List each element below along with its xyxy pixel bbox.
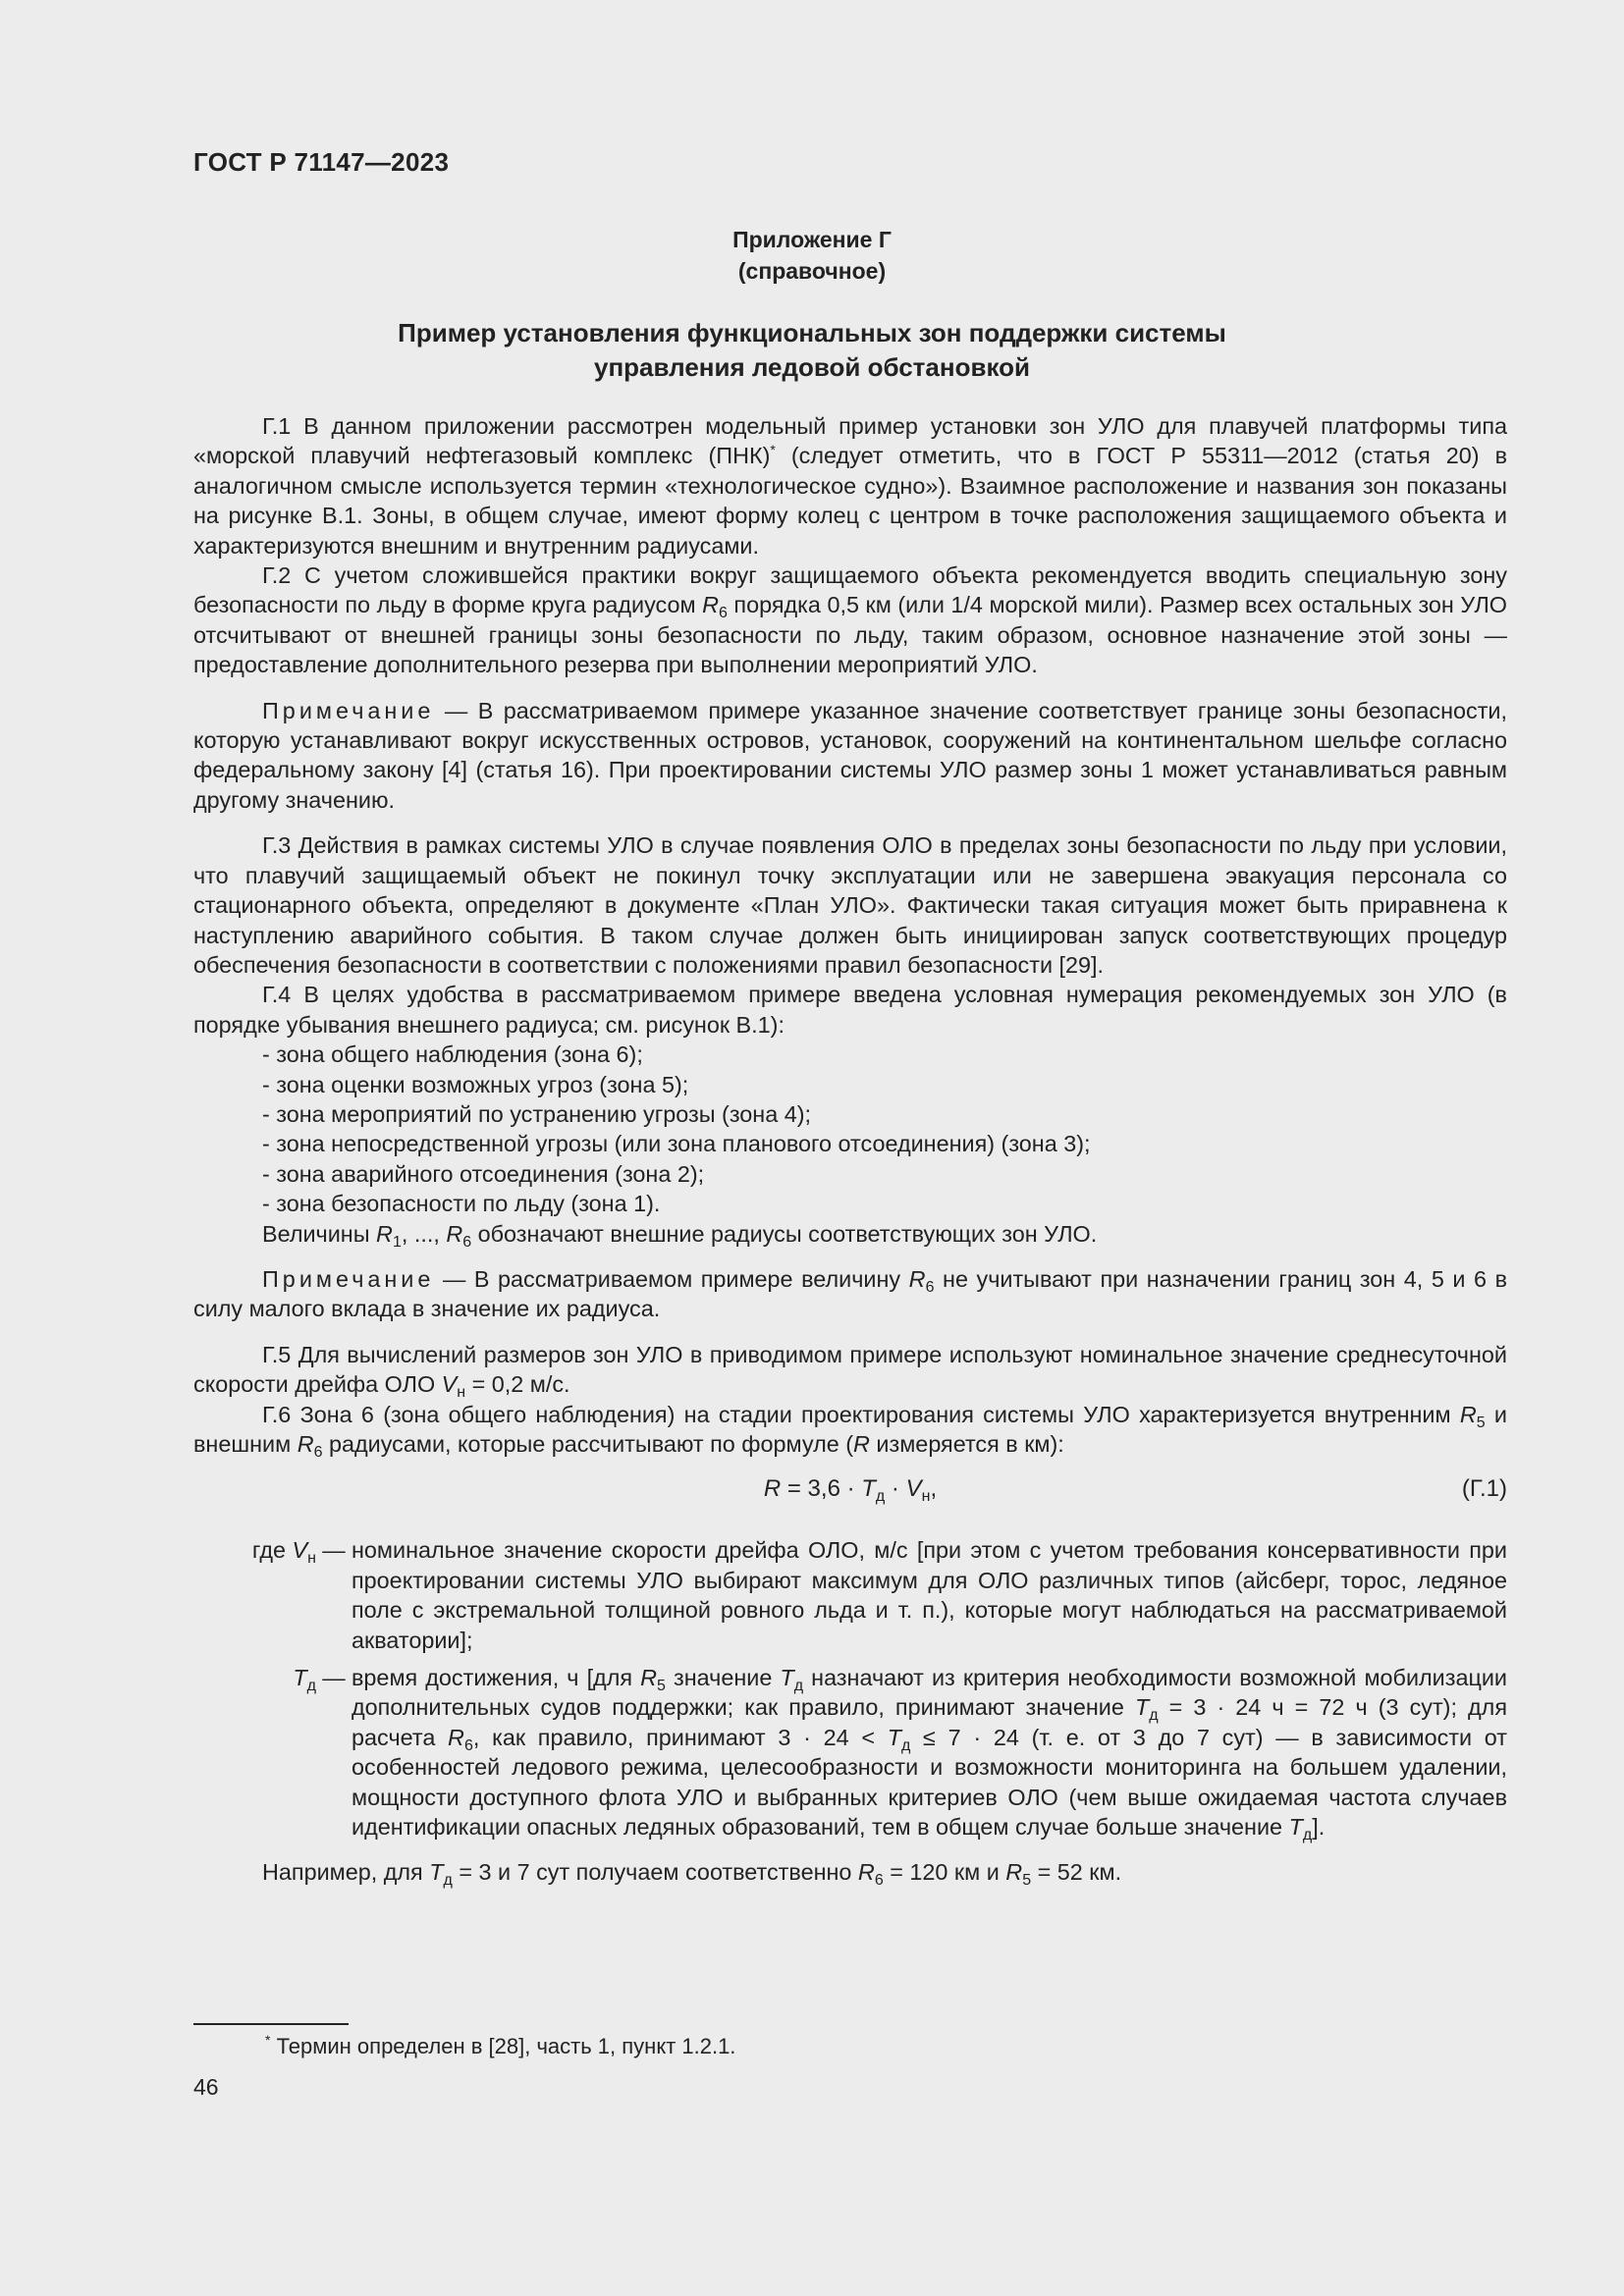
annex-title — [0, 316, 1624, 385]
paragraph-g2: Г.2 С учетом сложившейся практики вокруг защищаемого объекта рекомендуется вводить специальную зону безопасности по льду в форме круга радиусом $R_6$ порядка 0,5 км (или 1/4 морской мили). Размер всех остальных зон УЛО отсчитывают от внешней границы зоны безопасности по льду, таким образом, основное назначение этой зоны — предоставление дополнительного резерва при выполнении мероприятий УЛО. — [193, 562, 1507, 678]
annex-heading — [0, 224, 1624, 287]
list-item: - зона аварийного отсоединения (зона 2); — [262, 1160, 705, 1187]
annex-title-line-2: управления ледовой обстановкой — [594, 352, 1030, 382]
definition-vn: где $V_н$ — номинальное значение скорости дрейфа ОЛО, м/с [при этом с учетом требования консервативности при проектировании системы УЛО выбирают максимум для ОЛО различных типов (айсберг, торос, ледяное поле с экстремальной толщиной ровного льда и т. п.), которые могут наблюдаться на рассматриваемой акватории]; — [251, 1537, 1507, 1653]
footnote-mark: * — [265, 2032, 271, 2048]
note-1: Примечание — В рассматриваемом примере указанное значение соответствует границе зоны безопасности, которую устанавливают вокруг искусственных островов, установок, сооружений на континентальном шельфе согласно федеральному закону [4] (статья 16). При проектировании системы УЛО размер зоны 1 может устанавливаться равным другому значению. — [193, 697, 1507, 813]
paragraph-example: Например, для $T_д = 3$ и 7 сут получаем соответственно $R_6 = 120$ км и $R_5 = 52$ км. — [262, 1859, 1122, 1890]
list-item: - зона мероприятий по устранению угрозы (зона 4); — [262, 1100, 812, 1127]
footnote: * Термин определен в [28], часть 1, пункт 1.2.1. — [265, 2032, 736, 2058]
paragraph-g6: Г.6 Зона 6 (зона общего наблюдения) на стадии проектирования системы УЛО характеризуется внутренним $R_5$ и внешним $R_6$ радиусами, которые рассчитывают по формуле (R измеряется в км): — [193, 1401, 1507, 1461]
page-number: 46 — [193, 2074, 219, 2100]
list-item: - зона общего наблюдения (зона 6); — [262, 1041, 643, 1068]
note-label: Примечание — [262, 1265, 435, 1292]
annex-type: (справочное) — [737, 258, 887, 284]
definition-td: $T_д$ — время достижения, ч [для $R_5$ значение $T_д$ назначают из критерия необходимости возможной мобилизации дополнительных судов поддержки; как правило, принимают значение $T_д = 3 \cdot 24$ ч = 72 ч (3 сут); для расчета $R_6$, как правило, принимают $3 \cdot 24 < T_д \le 7 \cdot 24$ (т. е. от 3 до 7 сут) — в зависимости от особенностей ледового режима, целесообразности и возможности мониторинга на большем удалении, мощности доступного флота УЛО и выбранных критериев ОЛО (чем выше ожидаемая частота случаев идентификации опасных ледяных образований, тем в общем случае больше значение $T_д$]. — [293, 1665, 1507, 1844]
list-item: - зона оценки возможных угроз (зона 5); — [262, 1071, 689, 1097]
list-item: - зона безопасности по льду (зона 1). — [262, 1191, 661, 1217]
footnote-divider — [193, 2023, 349, 2025]
footnote-ref: * — [770, 442, 776, 458]
paragraph-g3: Г.3 Действия в рамках системы УЛО в случае появления ОЛО в пределах зоны безопасности по льду при условии, что плавучий защищаемый объект не покинул точку эксплуатации или не завершена эвакуация персонала со стационарного объекта, определяют в документе «План УЛО». Фактически такая ситуация может быть приравнена к наступлению аварийного события. В таком случае должен быть инициирован запуск соответствующих процедур обеспечения безопасности в соответствии с положениями правил безопасности [29]. — [193, 832, 1507, 978]
annex-label: Приложение Г — [732, 227, 892, 252]
paragraph-g1: Г.1 В данном приложении рассмотрен модельный пример установки зон УЛО для плавучей платформы типа «морской плавучий нефтегазовый комплекс (ПНК)* (следует отметить, что в ГОСТ Р 55311—2012 (статья 20) в аналогичном смысле используется термин «технологическое судно»). Взаимное расположение и названия зон показаны на рисунке В.1. Зоны, в общем случае, имеют форму колец с центром в точке расположения защищаемого объекта и характеризуются внешним и внутренним радиусами. — [193, 413, 1508, 559]
paragraph-g5: Г.5 Для вычислений размеров зон УЛО в приводимом примере используют номинальное значение среднесуточной скорости дрейфа ОЛО $V_н = 0,2$ м/с. — [193, 1341, 1507, 1402]
list-item: - зона непосредственной угрозы (или зона планового отсоединения) (зона 3); — [262, 1131, 1091, 1157]
document-body — [193, 411, 1507, 1888]
paragraph-g4: Г.4 В целях удобства в рассматриваемом примере введена условная нумерация рекомендуемых зон УЛО (в порядке убывания внешнего радиуса; см. рисунок В.1): — [193, 982, 1507, 1038]
paragraph-radii: Величины $R_1$, ..., $R_6$ обозначают внешние радиусы соответствующих зон УЛО. — [262, 1220, 1098, 1251]
note-label: Примечание — [262, 697, 435, 723]
document-id-header: ГОСТ Р 71147—2023 — [193, 147, 450, 177]
annex-title-line-1: Пример установления функциональных зон поддержки системы — [398, 318, 1226, 347]
zone-list — [193, 1040, 1507, 1218]
note-2: Примечание — В рассматриваемом примере величину $R_6$ не учитывают при назначении границ зон 4, 5 и 6 в силу малого вклада в значение их радиуса. — [193, 1265, 1507, 1322]
formula-g1 — [193, 1474, 1507, 1510]
formula-expression: $R = 3,6 \cdot T_д \cdot V_н$, — [763, 1475, 938, 1506]
formula-number: (Г.1) — [1461, 1475, 1507, 1503]
